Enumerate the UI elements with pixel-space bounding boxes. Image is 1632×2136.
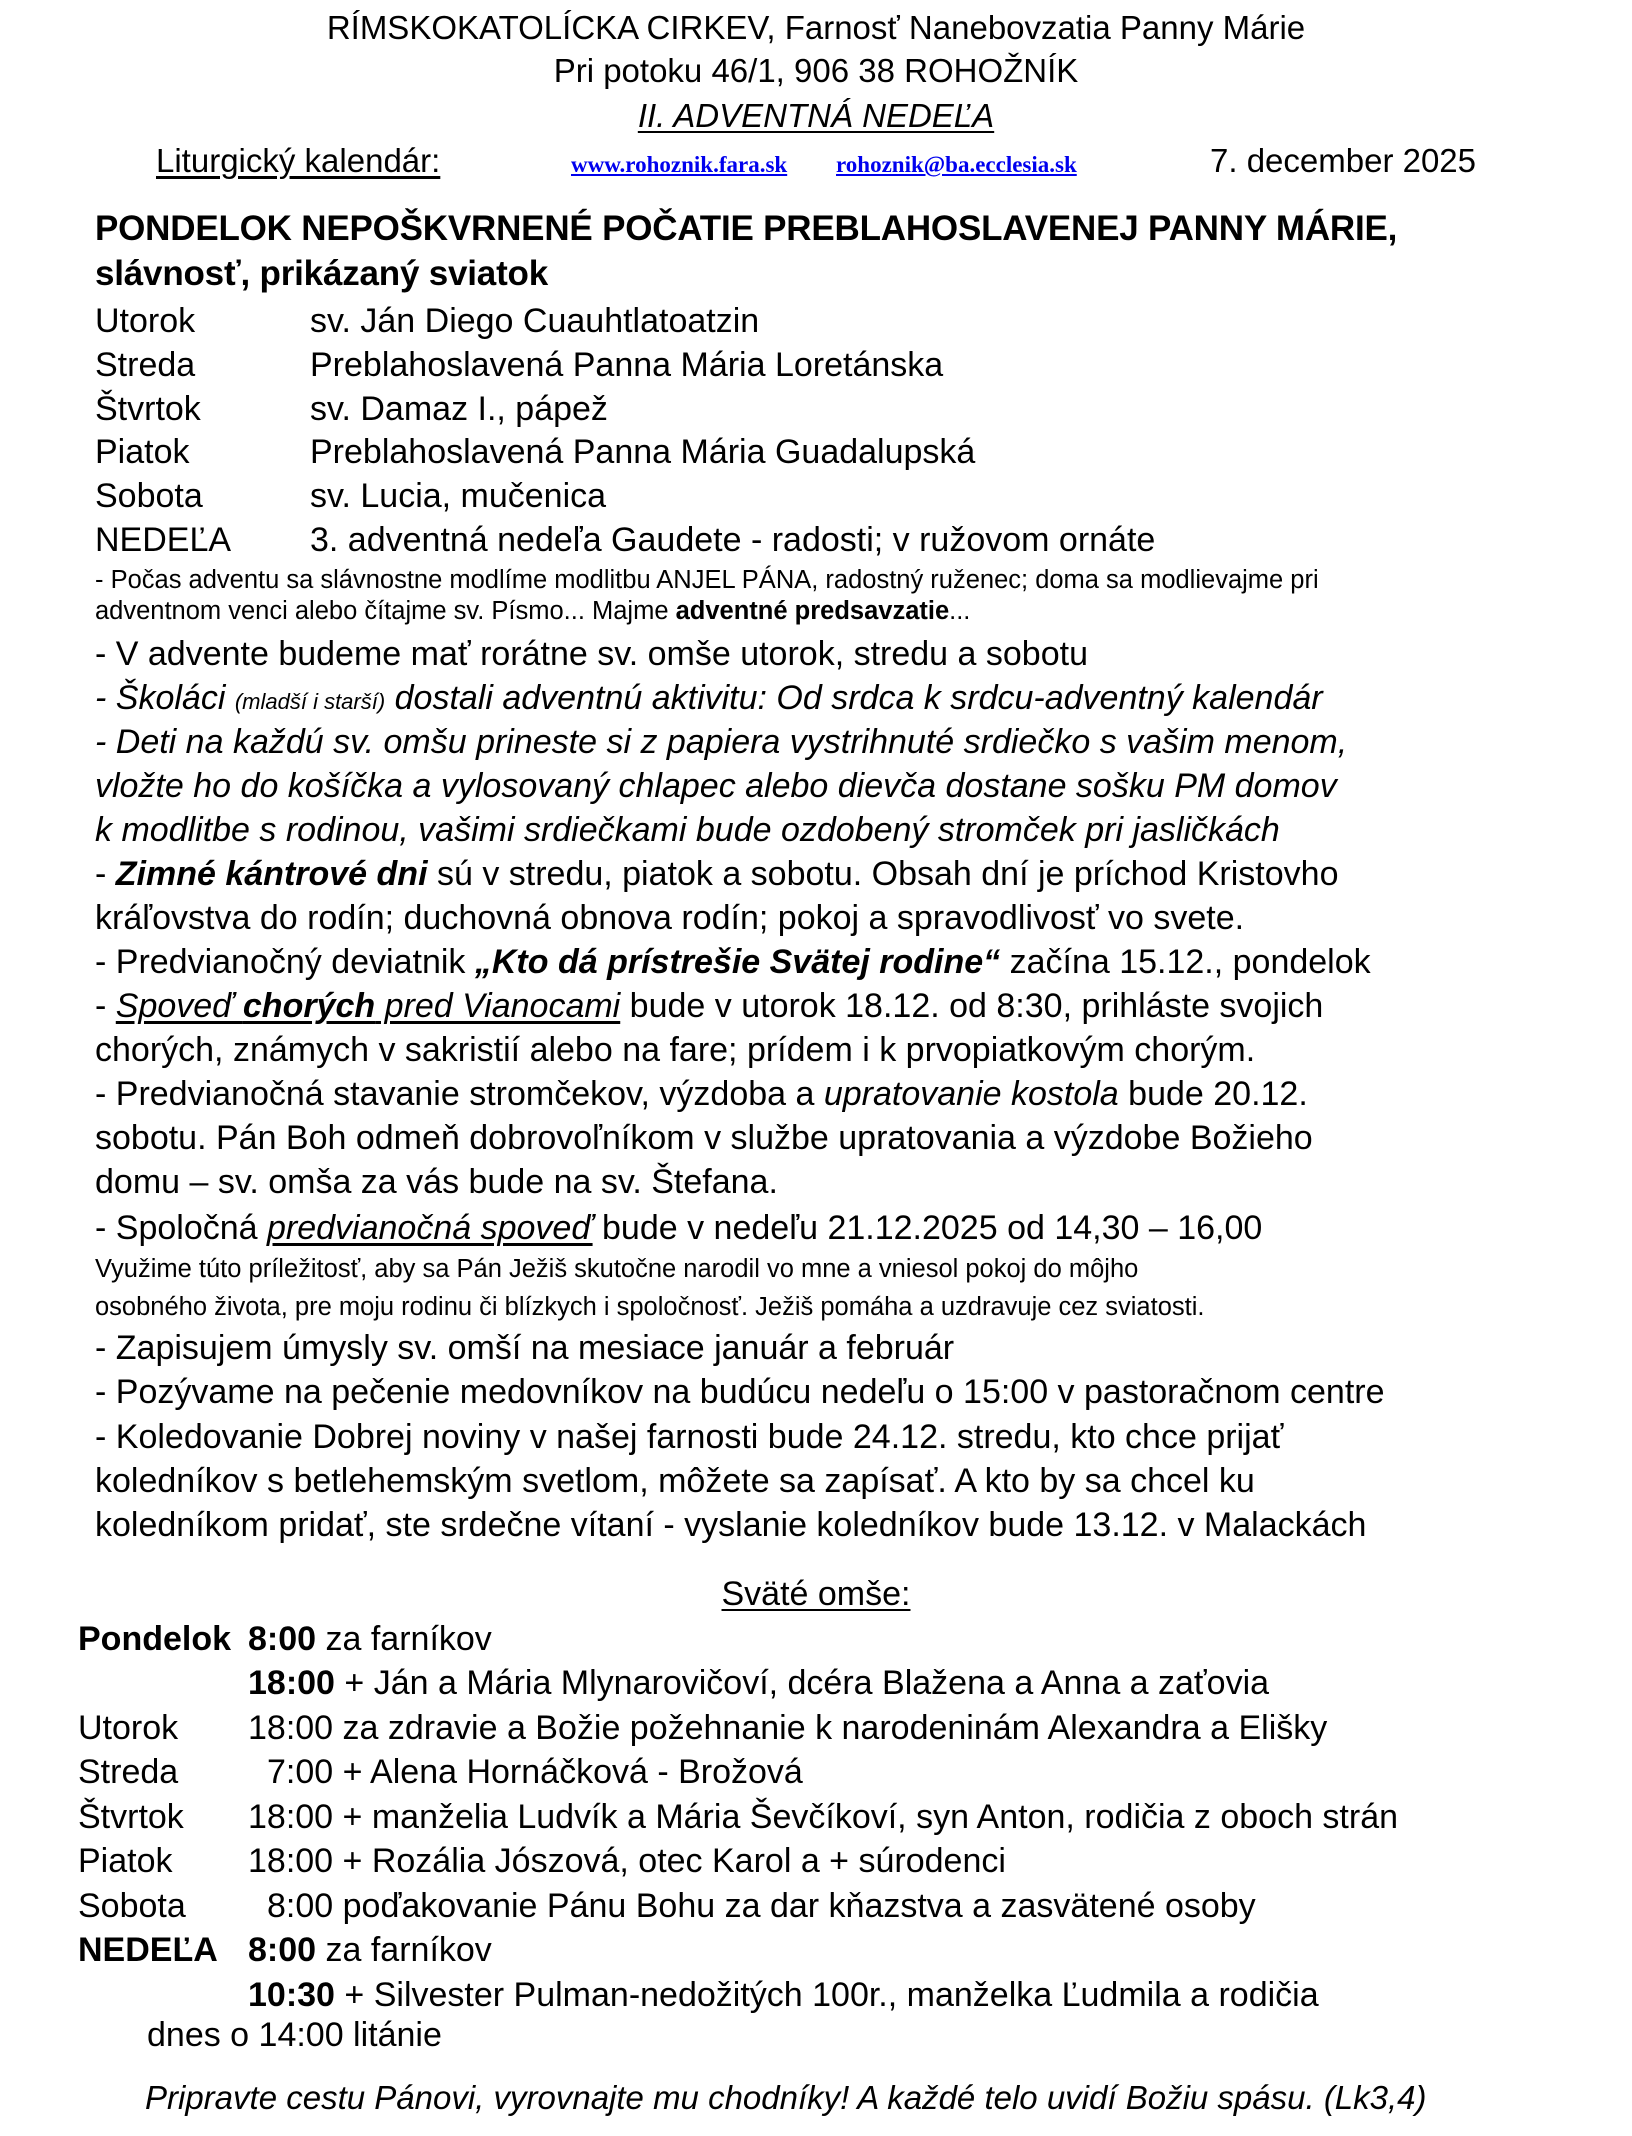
calendar-day: Streda (95, 346, 196, 384)
mass-row (78, 1795, 1398, 1840)
koledovanie-line3: koledníkom pridať, ste srdečne vítaní - vyslanie koledníkov bude 13.12. v Malackách (95, 1506, 1367, 1544)
text: - (95, 987, 116, 1025)
calendar-text: Preblahoslavená Panna Mária Loretánska (310, 346, 944, 384)
calendar-text: Preblahoslavená Panna Mária Guadalupská (310, 433, 976, 471)
parish-name: RÍMSKOKATOLÍCKA CIRKEV, Farnosť Nanebovzatia Panny Márie (326, 9, 1306, 46)
spolocna-spoved-line1 (95, 1206, 1262, 1250)
text: pred Vianocami (375, 987, 621, 1025)
litanie-note: dnes o 14:00 litánie (147, 2016, 442, 2054)
mass-time: 18:00 (248, 1709, 334, 1747)
mass-row (78, 1750, 803, 1795)
text: dostali adventnú aktivitu: Od srdca k srdcu-adventný kalendár (385, 679, 1323, 717)
emphasis: „Kto dá prístrešie Svätej rodine“ (474, 943, 1001, 981)
mass-intention: + Alena Hornáčková - Brožová (333, 1753, 803, 1791)
calendar-day: NEDEĽA (95, 521, 232, 559)
calendar-row (95, 387, 608, 431)
email-link[interactable]: rohoznik@ba.ecclesia.sk (836, 152, 1077, 177)
skolaci-announcement (95, 676, 1323, 724)
text: ... (949, 597, 971, 625)
website-link[interactable]: www.rohoznik.fara.sk (571, 152, 788, 177)
deti-line2: vložte ho do košíčka a vylosovaný chlapec alebo dievča dostane sošku PM domov (95, 767, 1337, 805)
parish-address: Pri potoku 46/1, 906 38 ROHOŽNÍK (553, 52, 1079, 89)
mass-time: 18:00 (248, 1664, 335, 1702)
mass-row (78, 1617, 492, 1662)
mass-row (78, 1884, 1256, 1929)
mass-time: 8:00 (248, 1620, 317, 1658)
deti-line1: - Deti na každú sv. omšu prineste si z papiera vystrihnuté srdiečko s vašim menom, (95, 723, 1348, 761)
mass-intention: za zdravie a Božie požehnanie k narodeninám Alexandra a Elišky (333, 1709, 1328, 1747)
advent-prayer-line2 (95, 596, 970, 627)
spolocna-spoved-note2: osobného života, pre moju rodinu či blízkych i spoločnosť. Ježiš pomáha a uzdravuje cez sviatosti. (95, 1293, 1205, 1321)
mass-time: 7:00 (267, 1753, 334, 1791)
text: bude v nedeľu 21.12.2025 od 14,30 – 16,00 (592, 1209, 1263, 1247)
mass-intention: + Silvester Pulman-nedožitých 100r., manželka Ľudmila a rodičia (334, 1976, 1319, 2014)
text: bude 20.12. (1118, 1075, 1308, 1113)
text: - Školáci (95, 679, 235, 717)
kantrove-line1 (95, 852, 1338, 896)
mass-row (78, 1839, 1006, 1884)
calendar-text: 3. adventná nedeľa Gaudete - radosti; v ružovom ornáte (310, 521, 1156, 559)
mass-intention: + Rozália Jószová, otec Karol a + súrodenci (333, 1842, 1006, 1880)
mass-time: 10:30 (248, 1976, 335, 2014)
calendar-row (95, 474, 606, 518)
text: začína 15.12., pondelok (1000, 943, 1371, 981)
feast-title: PONDELOK NEPOŠKVRNENÉ POČATIE PREBLAHOSLAVENEJ PANNY MÁRIE, (95, 209, 1398, 248)
calendar-text: sv. Lucia, mučenica (310, 477, 607, 515)
mass-time: 18:00 (248, 1842, 334, 1880)
text: bude v utorok 18.12. od 8:30, prihláste svojich (620, 987, 1324, 1025)
mass-day: Streda (78, 1753, 179, 1791)
mass-day: Sobota (78, 1887, 186, 1925)
text: - Spoločná (95, 1209, 267, 1247)
deviatnik-announcement (95, 940, 1371, 984)
mass-row (78, 1928, 492, 1973)
calendar-day: Utorok (95, 302, 196, 340)
bulletin-date: 7. december 2025 (1210, 142, 1477, 179)
stromceky-line2: sobotu. Pán Boh odmeň dobrovoľníkom v službe upratovania a výzdobe Božieho (95, 1119, 1313, 1157)
spolocna-spoved-note1: Využime túto príležitosť, aby sa Pán Ježiš skutočne narodil vo mne a vniesol pokoj do môjho (95, 1255, 1139, 1283)
small-note: (mladší i starší) (234, 689, 386, 714)
mass-day: Pondelok (78, 1620, 232, 1658)
emphasis: adventné predsavzatie (675, 597, 950, 625)
emphasis: Zimné kántrové dni (115, 855, 428, 893)
mass-day: Štvrtok (78, 1798, 184, 1836)
emphasis: upratovanie kostola (823, 1075, 1119, 1113)
text: Spoveď (115, 987, 243, 1025)
mass-intention: + Ján a Mária Mlynarovičoví, dcéra Blažena a Anna a zaťovia (334, 1664, 1270, 1702)
deti-line3: k modlitbe s rodinou, vašimi srdiečkami bude ozdobený stromček pri jasličkách (95, 811, 1280, 849)
mass-day: NEDEĽA (78, 1931, 218, 1969)
koledovanie-line1: - Koledovanie Dobrej noviny v našej farnosti bude 24.12. stredu, kto chce prijať (95, 1418, 1284, 1456)
advent-prayer-line1: - Počas adventu sa slávnostne modlíme modlitbu ANJEL PÁNA, radostný ruženec; doma sa modlievajme pri (95, 566, 1319, 594)
mass-time: 18:00 (248, 1798, 334, 1836)
closing-quote: Pripravte cestu Pánovi, vyrovnajte mu chodníky! A každé telo uvidí Božiu spásu. (Lk3,4) (145, 2079, 1427, 2116)
masses-title (0, 1572, 1632, 1616)
bulletin-title (0, 96, 1632, 136)
mass-time: 8:00 (248, 1931, 317, 1969)
text: adventnom venci alebo čítajme sv. Písmo... Majme (95, 597, 676, 625)
mass-row (78, 1706, 1327, 1751)
koledovanie-line2: koledníkov s betlehemským svetlom, môžete sa zapísať. A kto by sa chcel ku (95, 1462, 1255, 1500)
mass-intention: poďakovanie Pánu Bohu za dar kňazstva a zasvätené osoby (333, 1887, 1256, 1925)
spoved-chorych-line2: chorých, známych v sakristií alebo na fare; prídem i k prvopiatkovým chorým. (95, 1031, 1256, 1069)
calendar-day: Piatok (95, 433, 190, 471)
mass-day: Utorok (78, 1709, 179, 1747)
calendar-text: sv. Damaz I., pápež (310, 390, 608, 428)
rorate-announcement: - V advente budeme mať rorátne sv. omše utorok, stredu a sobotu (95, 635, 1088, 673)
mass-day: Piatok (78, 1842, 173, 1880)
text: - (95, 855, 116, 893)
text: - Predvianočná stavanie stromčekov, výzdoba a (95, 1075, 824, 1113)
kantrove-line2: kráľovstva do rodín; duchovná obnova rodín; pokoj a spravodlivosť vo svete. (95, 899, 1245, 937)
text: sú v stredu, piatok a sobotu. Obsah dní je príchod Kristovho (427, 855, 1339, 893)
emphasis: chorých (242, 987, 376, 1025)
calendar-day: Štvrtok (95, 390, 201, 428)
mass-intention: + manželia Ludvík a Mária Ševčíkoví, syn Anton, rodičia z oboch strán (333, 1798, 1399, 1836)
emphasis: predvianočná spoveď (267, 1209, 593, 1247)
stromceky-line3: domu – sv. omša za vás bude na sv. Štefana. (95, 1163, 778, 1201)
calendar-day: Sobota (95, 477, 203, 515)
mass-intention: za farníkov (316, 1620, 492, 1658)
mass-intention: za farníkov (316, 1931, 492, 1969)
spoved-chorych-line1 (95, 984, 1323, 1028)
mass-time: 8:00 (267, 1887, 334, 1925)
calendar-row (95, 430, 975, 474)
calendar-row (95, 518, 1155, 562)
medovniky-announcement: - Pozývame na pečenie medovníkov na budúcu nedeľu o 15:00 v pastoračnom centre (95, 1373, 1385, 1411)
masses-title-text: Sväté omše: (721, 1575, 911, 1613)
stromceky-line1 (95, 1072, 1308, 1116)
sunday-title: II. ADVENTNÁ NEDEĽA (637, 97, 995, 134)
umysly-announcement: - Zapisujem úmysly sv. omší na mesiace január a február (95, 1329, 955, 1367)
text: - Predvianočný deviatnik (95, 943, 475, 981)
mass-row (78, 1973, 1319, 2018)
calendar-label (156, 141, 440, 181)
feast-subtitle: slávnosť, prikázaný sviatok (95, 254, 548, 293)
mass-row (78, 1661, 1269, 1706)
calendar-row (95, 343, 943, 387)
calendar-row (95, 299, 759, 343)
calendar-text: sv. Ján Diego Cuauhtlatoatzin (310, 302, 760, 340)
calendar-label-text: Liturgický kalendár: (156, 142, 441, 179)
